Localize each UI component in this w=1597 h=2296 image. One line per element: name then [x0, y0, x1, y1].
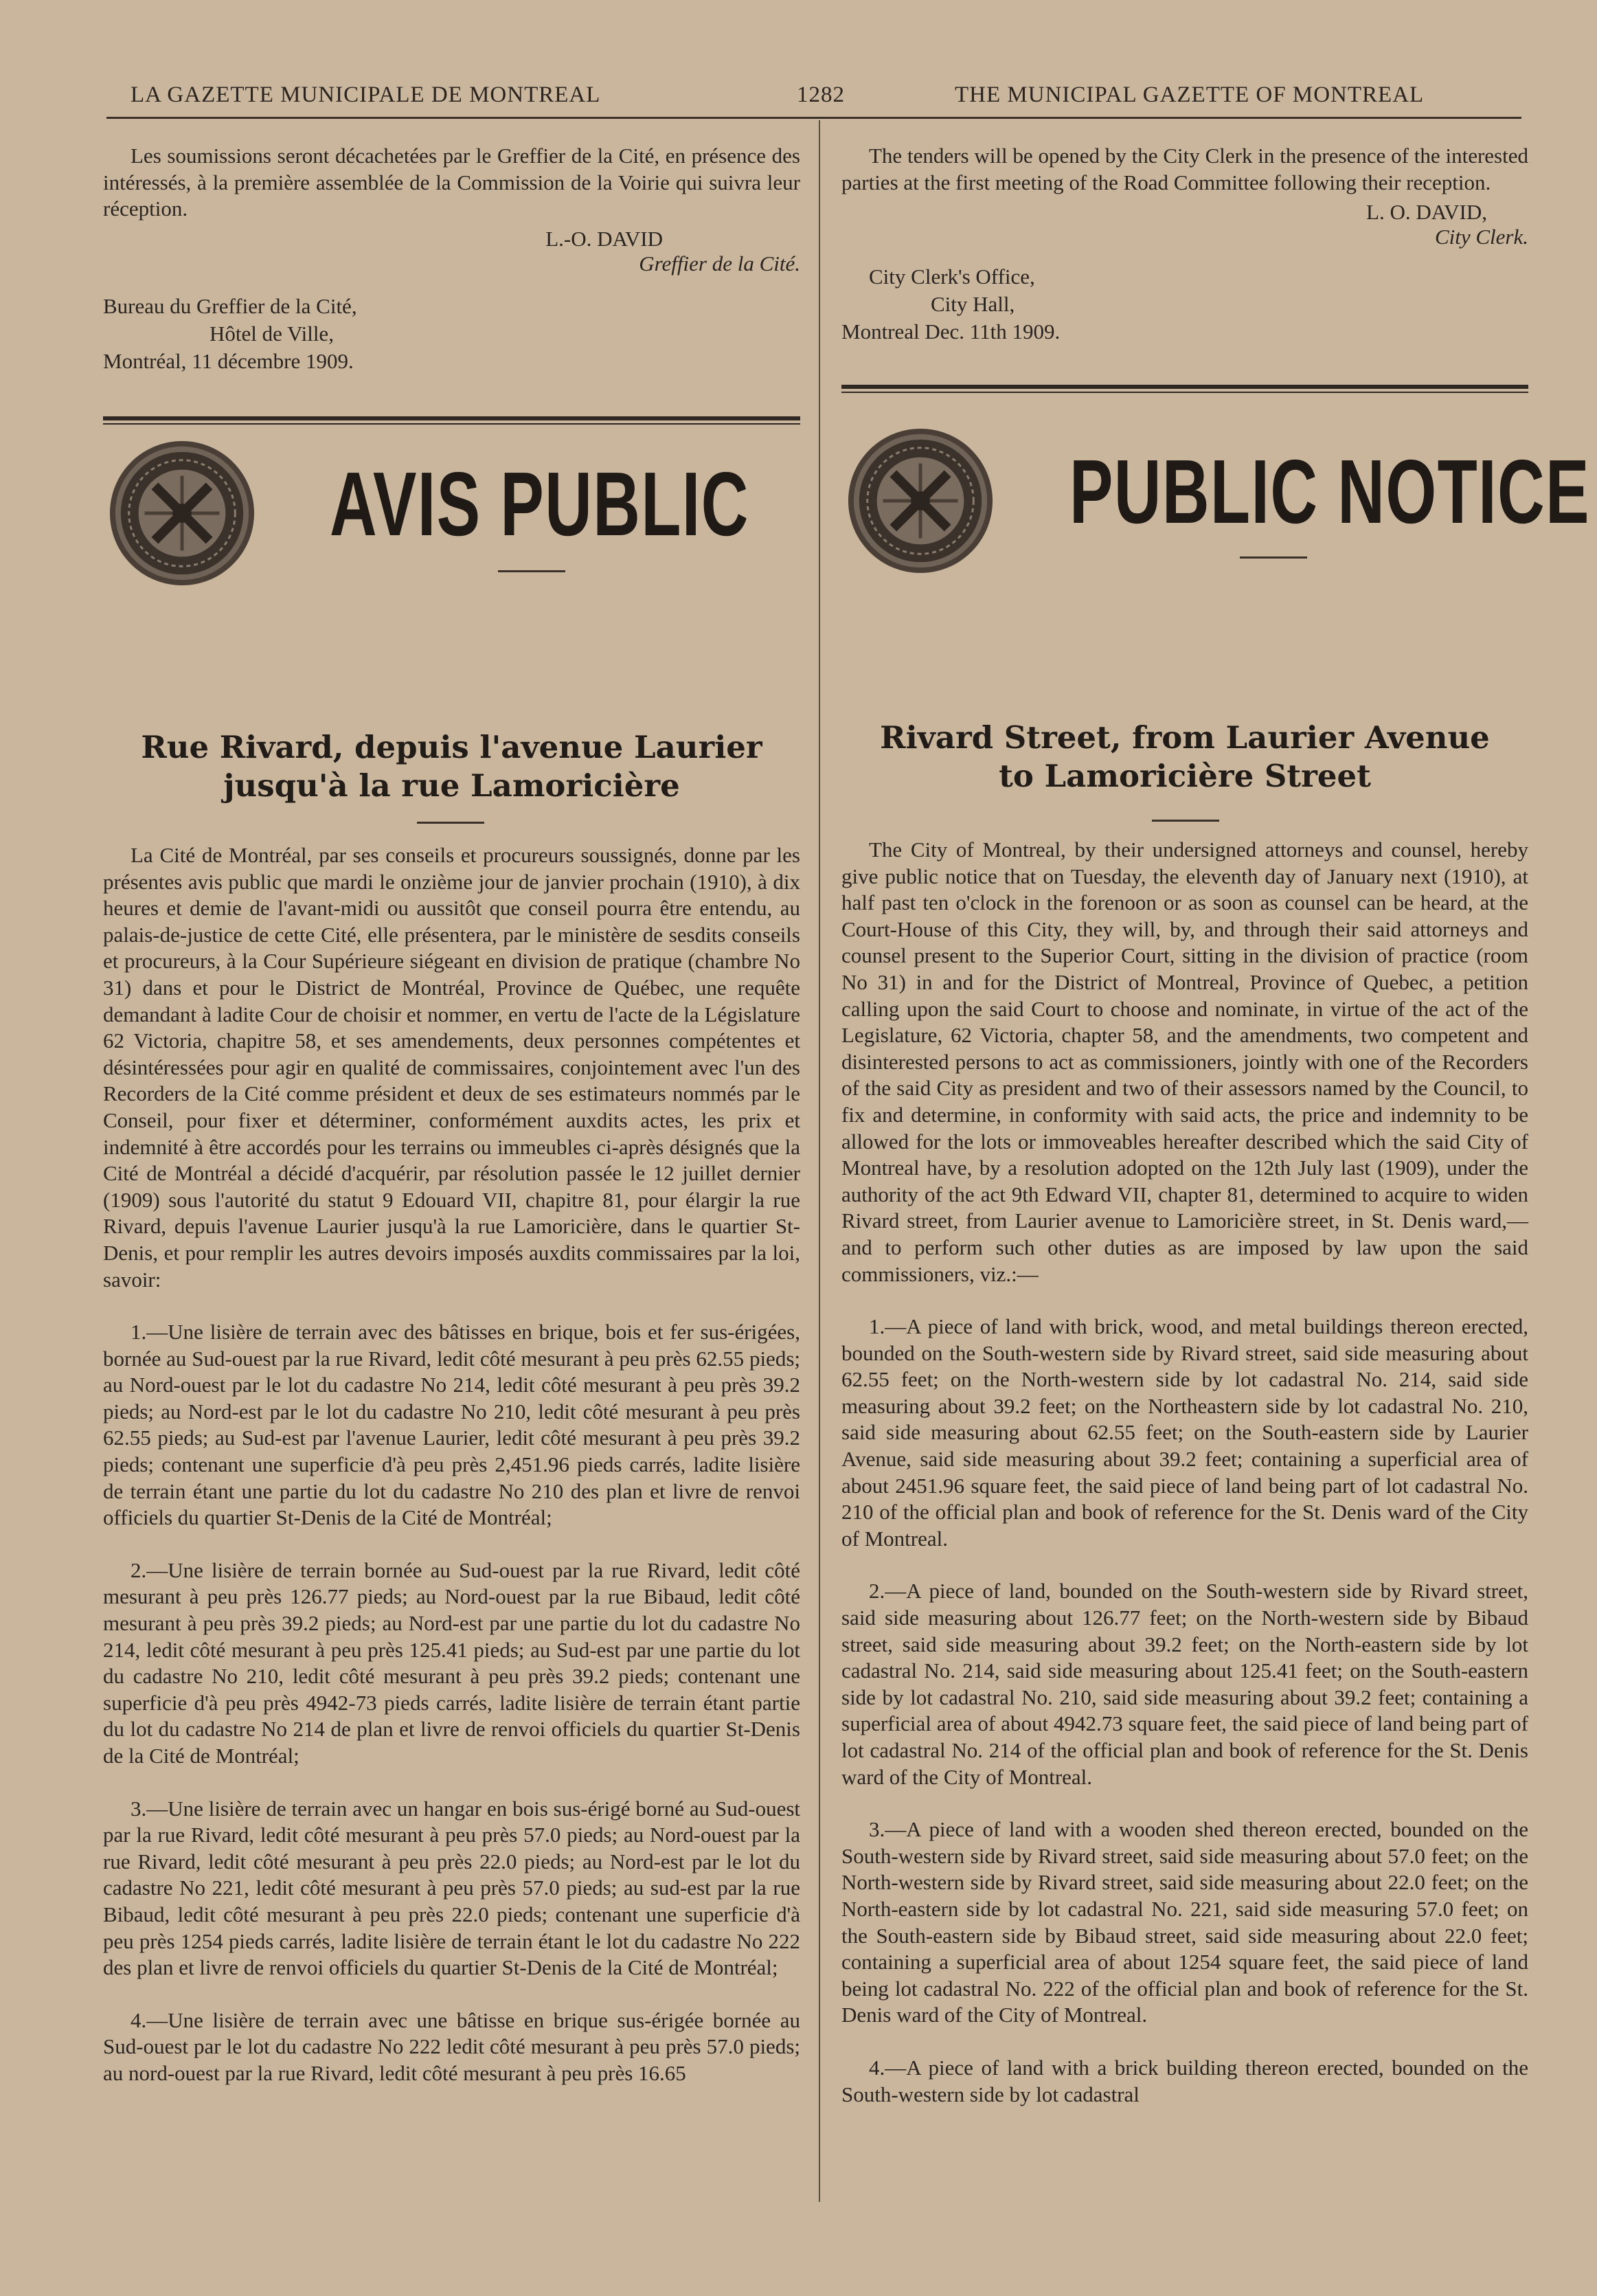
french-masthead	[103, 438, 800, 593]
french-notice-subtitle	[103, 728, 800, 805]
english-column	[841, 143, 1590, 2106]
english-paragraph: The City of Montreal, by their undersigned attorneys and counsel, hereby give public notice that on Tuesday, the eleventh day of January next (1910), at half past ten o'clock in the forenoon or as soon as counsel can be heard, at the Court-House of this City, they will, by, and through their said attorneys and counsel present to the Superior Court, sitting in the division of practice (room No 31) in and for the District of Montreal, Province of Quebec, a petition calling upon the said Court to choose and nominate, in virtue of the act of the Legislature, 62 Victoria, chapter 58, and the amendments, two competent and disinterested persons to act as commissioners, jointly with one of the Recorders of the said City as president and two of their assessors named by the Council, to fix and determine, in conformity with said acts, the price and indemnity to be allowed for the lots or immoveables hereafter described which the said City of Montreal have, by a resolution adopted on the 12th July last (1909), under the authority of the act 9th Edward VII, chapter 81, determined to acquire to widen Rivard street, from Laurier avenue to Lamoricière street, in St. Denis ward,—and to perform such other duties as are imposed by law upon the said commissioners, viz.:—	[841, 837, 1528, 1286]
page-number: 1282	[797, 82, 845, 107]
english-address	[841, 263, 1528, 346]
french-signature-name: L.-O. DAVID	[545, 226, 663, 251]
french-subtitle-line-2: jusqu'à la rue Lamoricière	[223, 767, 680, 804]
english-address-line: City Clerk's Office,	[869, 265, 1035, 289]
french-address	[103, 293, 800, 375]
french-notice-title: AVIS PUBLIC	[330, 453, 749, 554]
french-paragraph: 3.—Une lisière de terrain avec un hangar en bois sus-érigé borné au Sud-ouest par la rue Rivard, ledit côté mesurant à peu près 57.0 pieds; au Nord-ouest par la rue Rivard, ledit côté mesurant à peu près 22.0 pieds; au Nord-est par le lot du cadastre No 221, ledit côté mesurant à peu près 57.0 pieds; au sud-est par la rue Bibaud, ledit côté mesurant à peu près 22.0 pieds; contenant une superficie d'à peu près 1254 pieds carrés, ladite lisière de terrain étant le lot du cadastre No 222 des plan et livre de renvoi officiels du quartier St-Denis de la Cité de Montréal;	[103, 1796, 800, 1980]
section-rule	[841, 385, 1528, 394]
french-intro: Les soumissions seront décachetées par le Greffier de la Cité, en présence des intéressés, à la première assemblée de la Commission de la Voirie qui suivra leur réception.	[103, 144, 800, 221]
english-signature-title: City Clerk.	[1434, 225, 1528, 249]
french-address-line: Montréal, 11 décembre 1909.	[103, 348, 354, 373]
english-address-line: City Hall,	[931, 292, 1015, 317]
english-paragraph: 1.—A piece of land with brick, wood, and metal buildings thereon erected, bounded on the South-western side by Rivard street, said side measuring about 62.55 feet; on the North-western side by lot cadastral No. 214, said side measuring about 39.2 feet; on the Northeastern side by lot cadastral No. 210, said side measuring about 62.55 feet; on the South-eastern side by Laurier Avenue, said side measuring about 39.2 feet; containing a superficial area of about 2451.96 square feet, the said piece of land being part of lot cadastral No. 210 of the official plan and book of reference for the St. Denis ward of the City of Montreal.	[841, 1314, 1528, 1551]
english-masthead	[841, 426, 1590, 581]
english-notice-title: PUBLIC NOTICE	[1069, 441, 1590, 542]
english-paragraph: 4.—A piece of land with a brick building thereon erected, bounded on the South-western side by lot cadastral	[841, 2055, 1528, 2106]
english-intro: The tenders will be opened by the City Clerk in the presence of the interested parties at the first meeting of the Road Committee following their reception.	[841, 144, 1528, 194]
header-english-title: THE MUNICIPAL GAZETTE OF MONTREAL	[955, 82, 1425, 107]
subtitle-rule	[1152, 820, 1219, 822]
english-subtitle-line-2: to Lamoricière Street	[999, 758, 1371, 794]
english-notice-body	[841, 837, 1528, 2134]
city-seal-icon	[107, 438, 257, 588]
french-paragraph: 2.—Une lisière de terrain bornée au Sud-ouest par la rue Rivard, ledit côté mesurant à peu près 126.77 pieds; au Nord-ouest par la rue Bibaud, ledit côté mesurant à peu près 39.2 pieds; au Nord-est par une partie du lot du cadastre No 214, ledit côté mesurant à peu près 125.41 pieds; au Sud-est par une partie du lot du cadastre No 210, ledit côté mesurant à peu près 39.2 pieds; contenant une superficie d'à peu près 4942-73 pieds carrés, ladite lisière de terrain étant partie du lot du cadastre No 214 de plan et livre de renvoi officiels du quartier St-Denis de la Cité de Montréal;	[103, 1557, 800, 1768]
french-signature-title: Greffier de la Cité.	[639, 251, 800, 275]
city-seal-icon	[846, 426, 995, 576]
english-address-line: Montreal Dec. 11th 1909.	[841, 319, 1061, 344]
section-rule	[103, 416, 800, 426]
english-paragraph: 2.—A piece of land, bounded on the South-western side by Rivard street, said side measuring about 126.77 feet; on the North-western side by Bibaud street, said side measuring about 39.2 feet; on the North-eastern side by lot cadastral No. 214, said side measuring about 125.41 feet; on the South-eastern side by lot cadastral No. 210, said side measuring about 39.2 feet; containing a superficial area of about 4942.73 square feet, the said piece of land being part of lot cadastral No. 214 of the official plan and book of reference for the St. Denis ward of the City of Montreal.	[841, 1579, 1528, 1789]
french-paragraph: 4.—Une lisière de terrain avec une bâtisse en brique sus-érigée bornée au Sud-ouest par le lot du cadastre No 222 ledit côté mesurant à peu près 57.0 pieds; au nord-ouest par la rue Rivard, ledit côté mesurant à peu près 16.65	[103, 2007, 800, 2085]
column-divider	[819, 120, 820, 2202]
english-notice-subtitle	[841, 719, 1528, 796]
french-paragraph: 1.—Une lisière de terrain avec des bâtisses en brique, bois et fer sus-érigées, bornée au Sud-ouest par la rue Rivard, ledit côté mesurant à peu près 62.55 pieds; au Nord-ouest par le lot du cadastre No 214, ledit côté mesurant à peu près 39.2 pieds; au Nord-est par le lot du cadastre No 210, ledit côté mesurant à peu près 62.55 pieds; au Sud-est par l'avenue Laurier, ledit côté mesurant à peu près 39.2 pieds; contenant une superficie d'à peu près 2,451.96 pieds carrés, ladite lisière de terrain étant une partie du lot du cadastre No 210 des plan et livre de renvoi officiels du quartier St-Denis de la Cité de Montréal;	[103, 1320, 800, 1530]
running-header	[0, 77, 1597, 111]
french-subtitle-line-1: Rue Rivard, depuis l'avenue Laurier	[141, 729, 762, 765]
french-paragraph: La Cité de Montréal, par ses conseils et procureurs soussignés, donne par les présentes avis public que mardi le onzième jour de janvier prochain (1910), à dix heures et demie de l'avant-midi ou aussitôt que conseil pourra être entendu, au palais-de-justice de cette Cité, elle présentera, par le ministère de sesdits conseils et procureurs, à la Cour Supérieure siégeant en division de pratique (chambre No 31) dans et pour le District de Montréal, Province de Québec, une requête demandant à ladite Cour de choisir et nommer, en vertu de l'acte de la Législature 62 Victoria, chapitre 58, et ses amendements, deux personnes compétentes et désintéressées pour agir en qualité de commissaires, conjointement avec l'un des Recorders de la Cité comme président et deux de ses estimateurs nommés par le Conseil, pour fixer et déterminer, conformément auxdits actes, les prix et indemnité à être accordés pour les terrains ou immeubles ci-après désignés que la Cité de Montréal a décidé d'acquérir, par résolution passée le 12 juillet dernier (1909) sous l'autorité du statut 9 Edouard VII, chapitre 81, pour élargir la rue Rivard, depuis l'avenue Laurier jusqu'à la rue Lamoricière, dans le quartier St-Denis, et pour remplir les autres devoirs imposés auxdits commissaires par la loi, savoir:	[103, 843, 800, 1292]
header-french-title: LA GAZETTE MUNICIPALE DE MONTREAL	[131, 82, 601, 107]
english-paragraph: 3.—A piece of land with a wooden shed thereon erected, bounded on the South-western side by Rivard street, said side measuring about 57.0 feet; on the North-western side by Rivard street, said side measuring about 22.0 feet; on the North-eastern side by lot cadastral No. 221, said side measuring 57.0 feet; on the South-eastern side by Bibaud street, said side measuring about 22.0 feet; containing a superficial area of about 1254 square feet, the said piece of land being lot cadastral No. 222 of the official plan and book of reference for the St. Denis ward of the City of Montreal.	[841, 1817, 1528, 2027]
english-subtitle-line-1: Rivard Street, from Laurier Avenue	[880, 719, 1490, 756]
french-column	[103, 143, 800, 2085]
subtitle-rule	[417, 822, 484, 824]
french-address-line: Bureau du Greffier de la Cité,	[103, 293, 357, 318]
title-rule	[498, 570, 565, 572]
french-notice-body	[103, 842, 800, 2113]
french-address-line: Hôtel de Ville,	[209, 321, 334, 346]
english-signature-name: L. O. DAVID,	[1366, 200, 1487, 225]
title-rule	[1240, 556, 1307, 559]
header-rule	[106, 117, 1521, 119]
